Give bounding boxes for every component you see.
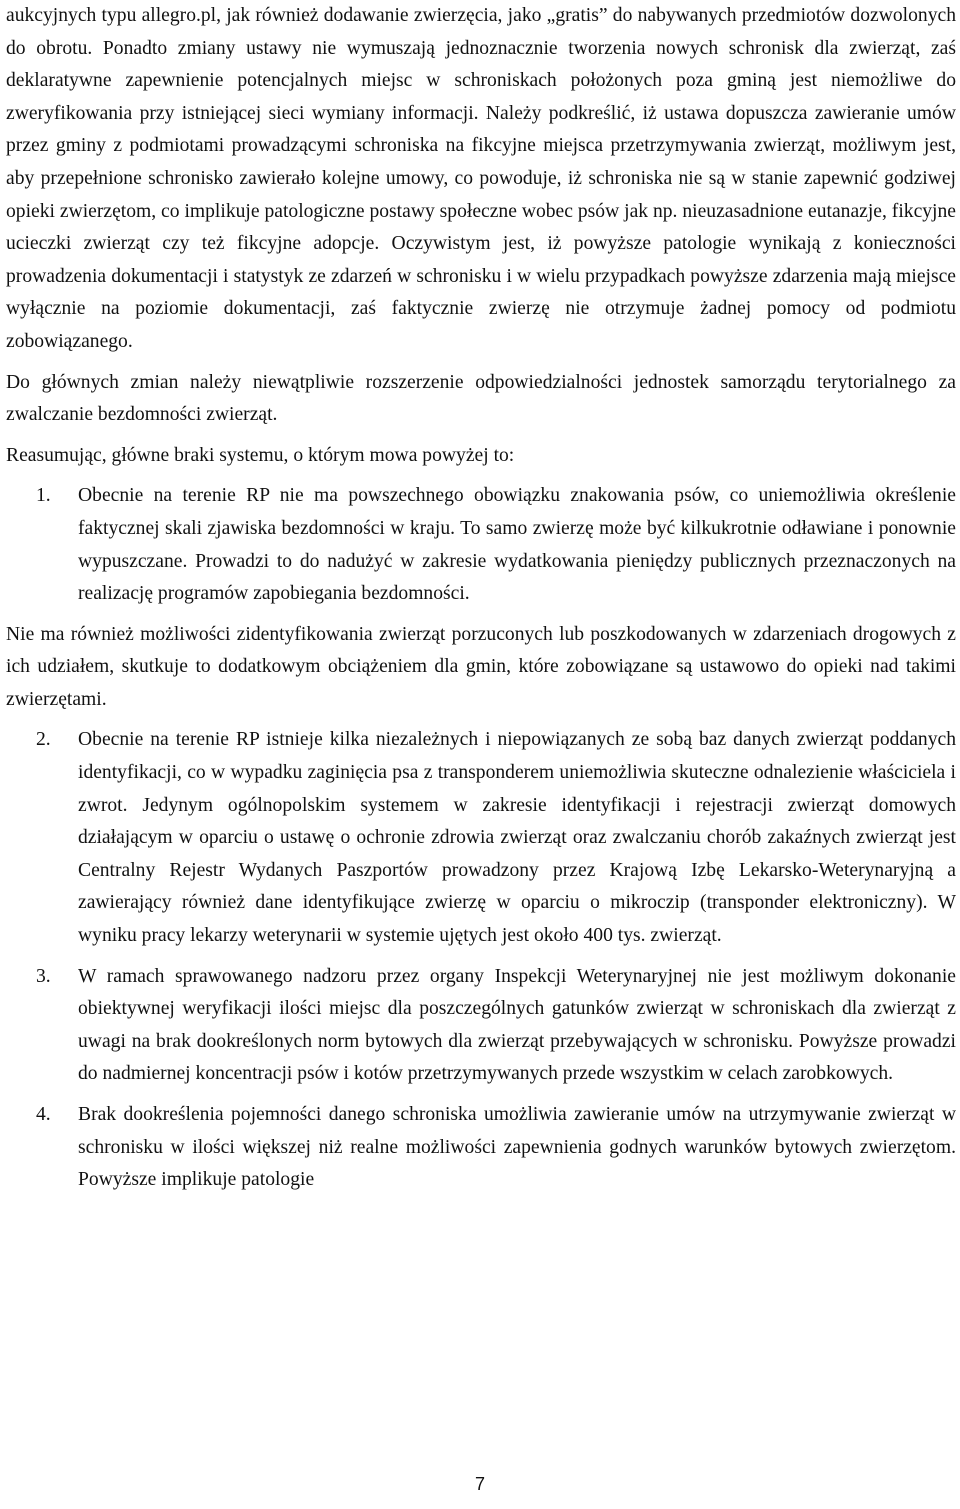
paragraph-intro: aukcyjnych typu allegro.pl, jak również dodawanie zwierzęcia, jako „gratis” do nabywanych przedmiotów dozwolonych do obrotu. Ponadto zmiany ustawy nie wymuszają jednoznacznie tworzenia nowych schronisk dla zwierząt, zaś deklaratywne zapewnienie potencjalnych miejsc w schroniskach położonych poza gminą jest niemożliwe do zweryfikowania przy istniejącej sieci wymiany informacji. Należy podkreślić, iż ustawa dopuszcza zawieranie umów przez gminy z podmiotami prowadzącymi schroniska na fikcyjne miejsca przetrzymywania zwierząt, możliwym jest, aby przepełnione schronisko zawierało kolejne umowy, co powoduje, iż schroniska nie są w stanie zapewnić godziwej opieki zwierzętom, co implikuje patologiczne postawy społeczne wobec psów jak np. nieuzasadnione eutanazje, fikcyjne ucieczki zwierząt czy też fikcyjne adopcje. Oczywistym jest, iż powyższe patologie wynikają z konieczności prowadzenia dokumentacji i statystyk ze zdarzeń w schronisku i w wielu przypadkach powyższe zdarzenia mają miejsce wyłącznie na poziomie dokumentacji, zaś faktycznie zwierzę nie otrzymuje żadnej pomocy od podmiotu zobowiązanego. [6, 5, 956, 352]
list-number: 3. [36, 965, 51, 987]
list-item-text: Obecnie na terenie RP istnieje kilka niezależnych i niepowiązanych ze sobą baz danych zwierząt poddanych identyfikacji, co w wypadku zaginięcia psa z transponderem uniemożliwia skuteczne odnalezienie właściciela i zwrot. Jedynym ogólnopolskim systemem w zakresie identyfikacji i rejestracji zwierząt domowych działającym w oparciu o ustawę o ochronie zdrowia zwierząt oraz zwalczaniu chorób zakaźnych zwierząt jest Centralny Rejestr Wydanych Paszportów prowadzony przez Krajową Izbę Lekarsko-Weterynaryjną a zawierający również dane identyfikujące zwierzę w oparciu o mikroczip (transponder elektroniczny). W wyniku pracy lekarzy weterynarii w systemie ujętych jest około 400 tys. zwierząt. [78, 729, 956, 947]
list-item-text: W ramach sprawowanego nadzoru przez organy Inspekcji Weterynaryjnej nie jest możliwym dokonanie obiektywnej weryfikacji ilości miejsc dla poszczególnych gatunków zwierząt w schroniskach dla zwierząt z uwagi na brak dookreślonych norm bytowych dla zwierząt przebywających w schronisku. Powyższe prowadzi do nadmiernej koncentracji psów i kotów przetrzymywanych przede wszystkim w celach zarobkowych. [78, 965, 956, 1085]
list-item-text: Obecnie na terenie RP nie ma powszechnego obowiązku znakowania psów, co uniemożliwia określenie faktycznej skali zjawiska bezdomności w kraju. To samo zwierzę może być kilkukrotnie odławiane i ponownie wypuszczane. Prowadzi to do nadużyć w zakresie wydatkowania pieniędzy publicznych przeznaczonych na realizację programów zapobiegania bezdomności. [78, 485, 956, 605]
paragraph-summary-lead: Reasumując, główne braki systemu, o którym mowa powyżej to: [6, 444, 515, 466]
list-item-3 [6, 961, 956, 1091]
page-number: 7 [474, 1474, 485, 1494]
paragraph-identification: Nie ma również możliwości zidentyfikowania zwierząt porzuconych lub poszkodowanych w zdarzeniach drogowych z ich udziałem, skutkuje to dodatkowym obciążeniem dla gmin, które zobowiązane są ustawowo do opieki nad takimi zwierzętami. [6, 623, 956, 710]
list-number: 1. [36, 485, 51, 507]
document-page [6, 0, 956, 1205]
paragraph-main-changes: Do głównych zmian należy niewątpliwie rozszerzenie odpowiedzialności jednostek samorządu terytorialnego za zwalczanie bezdomności zwierząt. [6, 371, 956, 426]
list-number: 4. [36, 1104, 51, 1125]
list-number: 2. [36, 729, 51, 751]
list-item-2 [6, 724, 956, 952]
list-item-text: Brak dookreślenia pojemności danego schroniska umożliwia zawieranie umów na utrzymywanie zwierząt w schronisku w ilości większej niż realne możliwości zapewnienia godnych warunków bytowych zwierzętom. Powyższe implikuje patologie [78, 1104, 956, 1191]
list-item-1 [6, 480, 956, 610]
list-item-4 [6, 1099, 956, 1197]
